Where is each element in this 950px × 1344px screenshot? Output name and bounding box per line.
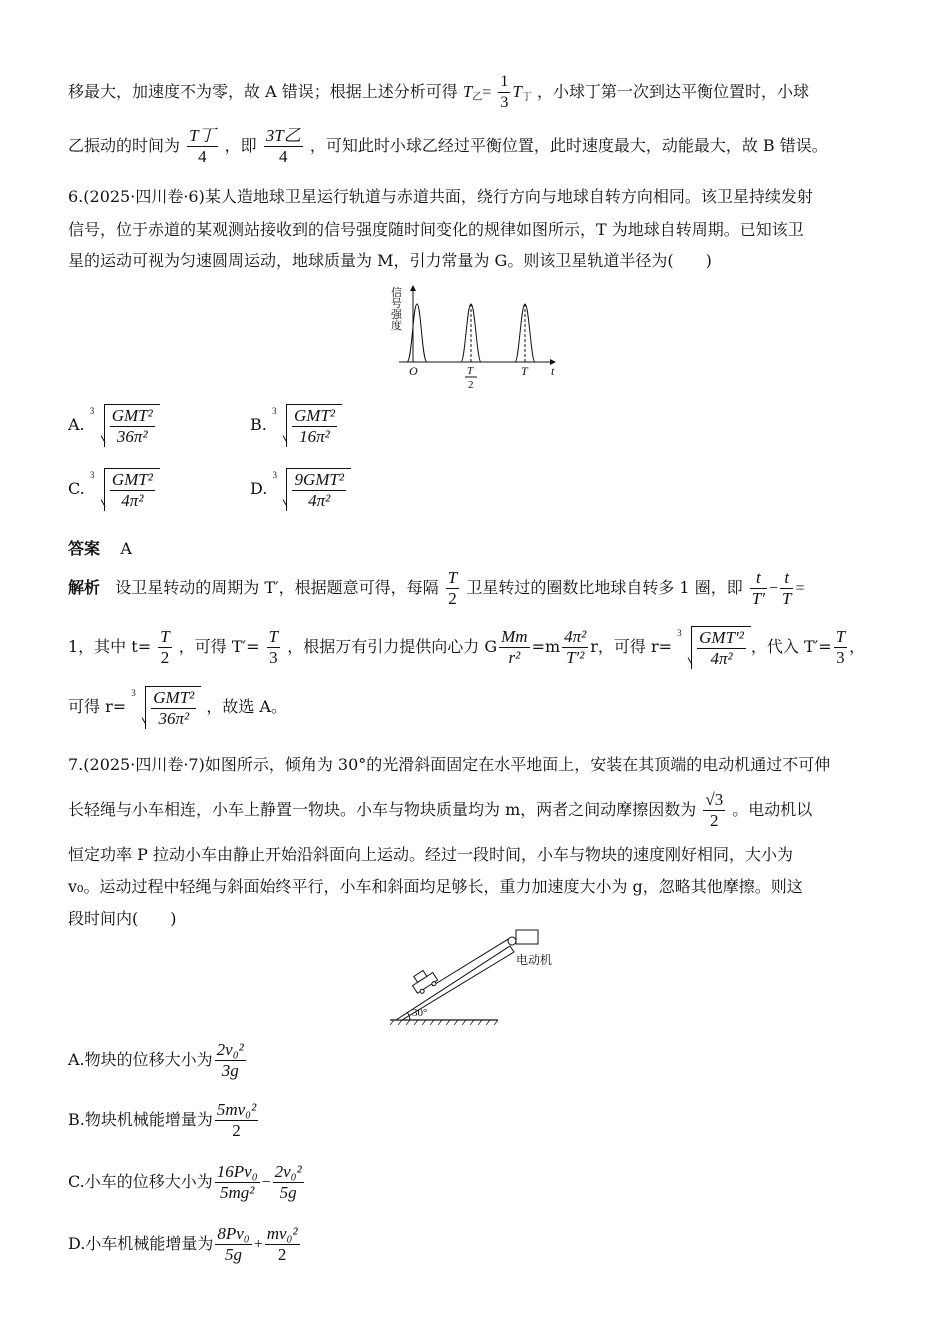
fraction-numerator: GMT²	[293, 406, 335, 425]
analysis-line-3	[68, 686, 287, 729]
fraction-denominator: 5mg²	[220, 1183, 255, 1202]
cube-root: 3 $\frac{\text{GMT²}}{\text{36π²}}$	[131, 686, 201, 729]
fraction-denominator: 4π²	[308, 491, 331, 510]
fraction-denominator: 5g	[225, 1245, 243, 1264]
pulley	[508, 937, 516, 945]
cube-root: 3 $\frac{\text{GMT²}}{\text{4π²}}$	[90, 468, 160, 511]
fraction	[446, 568, 459, 609]
fraction-numerator: 2v₀²	[216, 1040, 244, 1059]
fraction-denominator: 16π²	[299, 427, 330, 446]
analysis-label: 解析	[68, 578, 101, 597]
math-sub: 丁	[521, 92, 532, 103]
text-segment: ，代入 T′=	[750, 637, 832, 656]
fraction-denominator: 4π²	[710, 649, 733, 668]
option-label: A.	[68, 415, 85, 434]
answer-label: 答案	[68, 539, 101, 558]
fraction-numerator: T	[268, 627, 279, 646]
fraction-numerator: 8Pv₀	[217, 1224, 250, 1243]
incline-figure	[388, 928, 568, 1026]
text-line-2	[68, 126, 828, 167]
cube-root: 3 $\frac{\text{GMT²}}{\text{36π²}}$	[90, 404, 160, 447]
fraction-denominator: 2	[277, 1245, 287, 1264]
fraction-numerator: 16Pv₀	[216, 1162, 258, 1181]
fraction-denominator: T′	[751, 589, 765, 608]
x-T: T	[521, 364, 528, 378]
answer-line	[68, 536, 132, 559]
q7-option-a[interactable]	[68, 1040, 248, 1081]
text-line-1	[68, 72, 809, 113]
fraction-numerator: 2v₀²	[274, 1162, 302, 1181]
fraction-numerator: 4π²	[564, 627, 587, 646]
text-segment: ，即	[224, 136, 257, 155]
option-text: D.小车机械能增量为	[68, 1234, 214, 1253]
fraction	[267, 627, 280, 668]
fraction-numerator: GMT²	[111, 406, 153, 425]
option-label: B.	[250, 415, 267, 434]
x-half-num: T	[467, 365, 474, 377]
cart	[409, 967, 439, 996]
fraction-denominator: 2	[448, 589, 457, 608]
fraction-numerator: GMT²	[111, 470, 153, 489]
text-segment: 长轻绳与小车相连，小车上静置一物块。小车与物块质量均为 m，两者之间动摩擦因数为	[68, 800, 697, 819]
q7-option-d[interactable]	[68, 1224, 302, 1265]
text-segment: ，小球丁第一次到达平衡位置时，小球	[536, 82, 809, 101]
fraction-denominator: 5g	[279, 1183, 297, 1202]
text-segment: 可得 r=	[68, 697, 127, 716]
fraction-numerator: 1	[498, 72, 510, 93]
fraction-numerator: 3T乙	[265, 126, 301, 145]
fraction-numerator: GMT²	[153, 688, 195, 707]
fraction-denominator: 4	[279, 147, 288, 166]
x-t: t	[551, 364, 555, 378]
fraction	[499, 627, 529, 668]
fraction	[215, 1162, 260, 1203]
motor-box	[516, 930, 538, 944]
cube-root: 3 $\frac{\text{GMT′²}}{\text{4π²}}$	[677, 626, 751, 669]
fraction-denominator: T	[782, 589, 792, 608]
math-sub: 乙	[472, 92, 483, 103]
fraction-numerator: t	[780, 568, 793, 589]
q6-line-3: 星的运动可视为匀速圆周运动，地球质量为 M，引力常量为 G。则该卫星轨道半径为( )	[68, 251, 712, 270]
math-operator: +	[253, 1236, 263, 1253]
text-segment: ，	[849, 637, 866, 656]
y-label-4: 度	[391, 320, 402, 332]
fraction	[834, 627, 847, 668]
option-text: B.物块机械能增量为	[68, 1110, 213, 1129]
q7-line-3: 恒定功率 P 拉动小车由静止开始沿斜面向上运动。经过一段时间，小车与物块的速度刚好相同，大小为	[68, 845, 793, 864]
q6-line-2: 信号，位于赤道的某观测站接收到的信号强度随时间变化的规律如图所示，T 为地球自转周期。已知该卫	[68, 220, 804, 239]
analysis-line-1	[68, 568, 805, 609]
option-label: D.	[250, 479, 268, 498]
text-segment: 移最大，加速度不为零，故 A 错误；根据上述分析可得	[68, 82, 458, 101]
math-operator: −	[768, 580, 779, 597]
q7-line-1: 7.(2025·四川卷·7)如图所示，倾角为 30°的光滑斜面固定在水平地面上，安装在其顶端的电动机通过不可伸	[68, 755, 831, 774]
text-segment: 。电动机以	[732, 800, 813, 819]
answer-value: A	[120, 539, 132, 558]
fraction	[562, 627, 588, 668]
text-segment: ，根据万有引力提供向心力 G	[287, 637, 498, 656]
fraction-numerator: Mm	[501, 627, 528, 646]
fraction-numerator: 5mv₀²	[216, 1100, 257, 1119]
fraction-denominator: 3	[269, 648, 278, 667]
option-text: A.物块的位移大小为	[68, 1050, 213, 1069]
text-segment: 卫星转过的圈数比地球自转多 1 圈，即	[466, 578, 743, 597]
fraction-denominator: 36π²	[116, 427, 148, 446]
cube-root: 3 $\frac{\text{GMT²}}{\text{16π²}}$	[272, 404, 342, 447]
fraction-denominator: 36π²	[158, 709, 190, 728]
fraction-denominator: T′²	[566, 648, 585, 667]
text-segment: ，可得 T′=	[178, 637, 260, 656]
q6-option-b[interactable]	[250, 404, 342, 447]
text-segment: r，可得 r=	[590, 637, 673, 656]
analysis-line-2	[68, 626, 865, 669]
signal-strength-graph	[385, 282, 565, 394]
text-segment: 设卫星转动的周期为 T′，根据题意可得，每隔	[115, 578, 439, 597]
math-T: T	[462, 82, 473, 101]
fraction-denominator: 2	[160, 648, 170, 667]
fraction-denominator: 2	[710, 811, 719, 830]
fraction-numerator: T	[160, 627, 170, 646]
fraction-denominator: 4π²	[121, 491, 144, 510]
text-segment: 乙振动的时间为	[68, 136, 181, 155]
motor-label: 电动机	[516, 953, 553, 967]
math-eq: =	[482, 84, 492, 101]
fraction	[215, 1100, 258, 1141]
text-segment: ，可知此时小球乙经过平衡位置，此时速度最大，动能最大，故 B 错误。	[309, 136, 828, 155]
q7-line-2	[68, 790, 812, 831]
fraction-numerator: 9GMT²	[294, 470, 344, 489]
cube-root: 3 $\frac{\text{9GMT²}}{\text{4π²}}$	[272, 468, 351, 511]
y-label-3: 强	[391, 309, 402, 321]
fraction	[703, 790, 725, 831]
fraction-denominator: 4	[198, 147, 207, 166]
q6-line-1: 6.(2025·四川卷·6)某人造地球卫星运行轨道与赤道共面，绕行方向与地球自转方向相同。该卫星持续发射	[68, 187, 813, 206]
text-segment: ，故选 A。	[206, 697, 287, 716]
x-half-den: 2	[468, 379, 474, 391]
fraction-numerator: t	[750, 568, 767, 589]
y-label-2: 号	[391, 298, 402, 310]
text-segment: 1，其中 t=	[68, 637, 152, 656]
fraction	[273, 1162, 304, 1203]
fraction	[215, 1040, 246, 1081]
y-label-1: 信	[391, 287, 402, 299]
math-operator: =	[795, 580, 805, 597]
option-text: C.小车的位移大小为	[68, 1172, 213, 1191]
q7-line-4: v₀。运动过程中轻绳与斜面始终平行，小车和斜面均足够长，重力加速度大小为 g，忽略其他摩擦。则这	[68, 877, 803, 896]
q7-option-b[interactable]	[68, 1100, 260, 1141]
fraction-denominator: r²	[508, 648, 521, 667]
fraction-denominator: 2	[232, 1121, 241, 1140]
fraction	[498, 72, 510, 113]
angle-label: 30°	[412, 1007, 428, 1019]
fraction	[750, 568, 767, 609]
math-T: T	[512, 82, 522, 101]
fraction-denominator: 3	[500, 94, 509, 111]
q6-option-a[interactable]	[68, 404, 160, 447]
q6-option-d[interactable]	[250, 468, 351, 511]
fraction	[187, 126, 217, 167]
q7-line-5: 段时间内( )	[68, 909, 177, 928]
q6-option-c[interactable]	[68, 468, 160, 511]
fraction-numerator: T	[835, 627, 846, 646]
fraction	[265, 1224, 300, 1265]
fraction-denominator: 3g	[221, 1061, 239, 1080]
fraction-numerator: T	[447, 568, 458, 587]
option-label: C.	[68, 479, 85, 498]
fraction	[780, 568, 793, 609]
ground-hatching	[390, 1020, 498, 1025]
q7-option-c[interactable]	[68, 1162, 306, 1203]
fraction-numerator: T丁	[189, 126, 216, 145]
fraction	[215, 1224, 251, 1265]
x-origin: O	[409, 364, 418, 378]
math-operator: −	[261, 1174, 271, 1191]
fraction-numerator: √3	[705, 790, 724, 809]
fraction-denominator: 3	[836, 648, 845, 667]
fraction	[158, 627, 171, 668]
fraction-numerator: mv₀²	[266, 1224, 298, 1243]
fraction	[264, 126, 303, 167]
fraction-numerator: GMT′²	[699, 628, 744, 647]
signal-curve	[407, 304, 535, 362]
text-segment: =m	[531, 637, 561, 656]
